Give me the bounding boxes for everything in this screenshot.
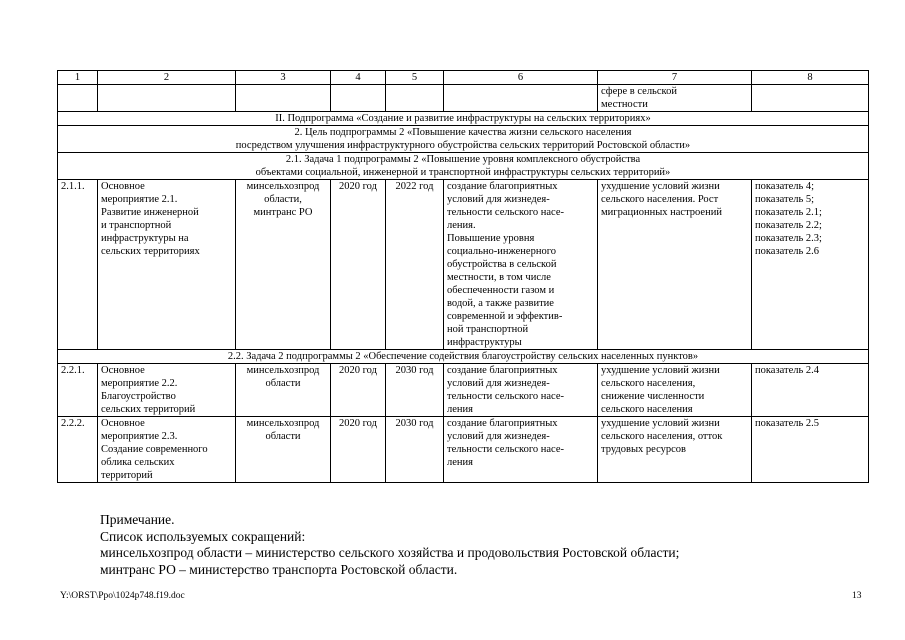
consequences: ухудшение условий жизни сельского населения. Рост миграционных настроений — [598, 180, 752, 350]
indicators: показатель 2.5 — [752, 417, 869, 483]
start-year: 2020 год — [331, 364, 386, 417]
task-2-heading: 2.2. Задача 2 подпрограммы 2 «Обеспечение содействия благоустройству сельских населенных пунктов» — [58, 350, 869, 364]
activity-name: Основное мероприятие 2.3. Создание современного облика сельских территорий — [98, 417, 236, 483]
start-year: 2020 год — [331, 417, 386, 483]
column-number: 5 — [386, 71, 444, 85]
expected-result: создание благоприятных условий для жизнедея- тельности сельского насе- ления. Повышение уровня социально-инженерного обустройства в сельской местности, в том числе обеспеченности газом и водой, а также развитие современной и эффектив- ной транспортной инфраструктуры — [444, 180, 598, 350]
consequences: ухудшение условий жизни сельского населения, снижение численности сельского населения — [598, 364, 752, 417]
subprogram-title: II. Подпрограмма «Создание и развитие инфраструктуры на сельских территориях» — [58, 112, 869, 126]
row-number: 2.1.1. — [58, 180, 98, 350]
executor: минсельхозпрод области, минтранс РО — [236, 180, 331, 350]
footer-file-path: Y:\ORST\Ppo\1024p748.f19.doc — [60, 591, 185, 601]
notes — [100, 512, 679, 578]
notes-title: Примечание. — [100, 512, 175, 527]
row-number: 2.2.1. — [58, 364, 98, 417]
activity-name: Основное мероприятие 2.2. Благоустройство сельских территорий — [98, 364, 236, 417]
expected-result: создание благоприятных условий для жизнедея- тельности сельского насе- ления — [444, 417, 598, 483]
end-year: 2022 год — [386, 180, 444, 350]
column-number: 6 — [444, 71, 598, 85]
table-row — [58, 364, 869, 417]
continuation-consequences: сфере в сельской местности — [598, 85, 752, 112]
row-number: 2.2.2. — [58, 417, 98, 483]
abbreviation-2: минтранс РО – министерство транспорта Ростовской области. — [100, 561, 458, 577]
column-number: 4 — [331, 71, 386, 85]
goal-row — [58, 126, 869, 153]
consequences: ухудшение условий жизни сельского населения, отток трудовых ресурсов — [598, 417, 752, 483]
end-year: 2030 год — [386, 417, 444, 483]
abbreviation-1: минсельхозпрод области – министерство сельского хозяйства и продовольствия Ростовской области; — [100, 545, 680, 560]
page-number: 13 — [852, 591, 862, 601]
column-number: 2 — [98, 71, 236, 85]
end-year: 2030 год — [386, 364, 444, 417]
indicators: показатель 2.4 — [752, 364, 869, 417]
activity-name: Основное мероприятие 2.1. Развитие инженерной и транспортной инфраструктуры на сельских территориях — [98, 180, 236, 350]
task1-row — [58, 153, 869, 180]
executor: минсельхозпрод области — [236, 417, 331, 483]
subprogram-goal: 2. Цель подпрограммы 2 «Повышение качества жизни сельского населения посредством улучшения инфраструктурного обустройства сельских территорий Ростовской области» — [58, 126, 869, 153]
subprogram-row — [58, 112, 869, 126]
start-year: 2020 год — [331, 180, 386, 350]
task2-row — [58, 350, 869, 364]
expected-result: создание благоприятных условий для жизнедея- тельности сельского насе- ления — [444, 364, 598, 417]
program-table — [57, 70, 869, 483]
indicators: показатель 4; показатель 5; показатель 2.1; показатель 2.2; показатель 2.3; показатель 2.6 — [752, 180, 869, 350]
table-row — [58, 180, 869, 350]
continuation-row — [58, 85, 869, 112]
column-number: 7 — [598, 71, 752, 85]
column-number-row — [58, 71, 869, 85]
column-number: 3 — [236, 71, 331, 85]
table-row — [58, 417, 869, 483]
task-1-heading: 2.1. Задача 1 подпрограммы 2 «Повышение уровня комплексного обустройства объектами социальной, инженерной и транспортной инфраструктуры сельских территорий» — [58, 153, 869, 180]
executor: минсельхозпрод области — [236, 364, 331, 417]
column-number: 8 — [752, 71, 869, 85]
column-number: 1 — [58, 71, 98, 85]
abbreviations-heading: Список используемых сокращений: — [100, 528, 306, 544]
